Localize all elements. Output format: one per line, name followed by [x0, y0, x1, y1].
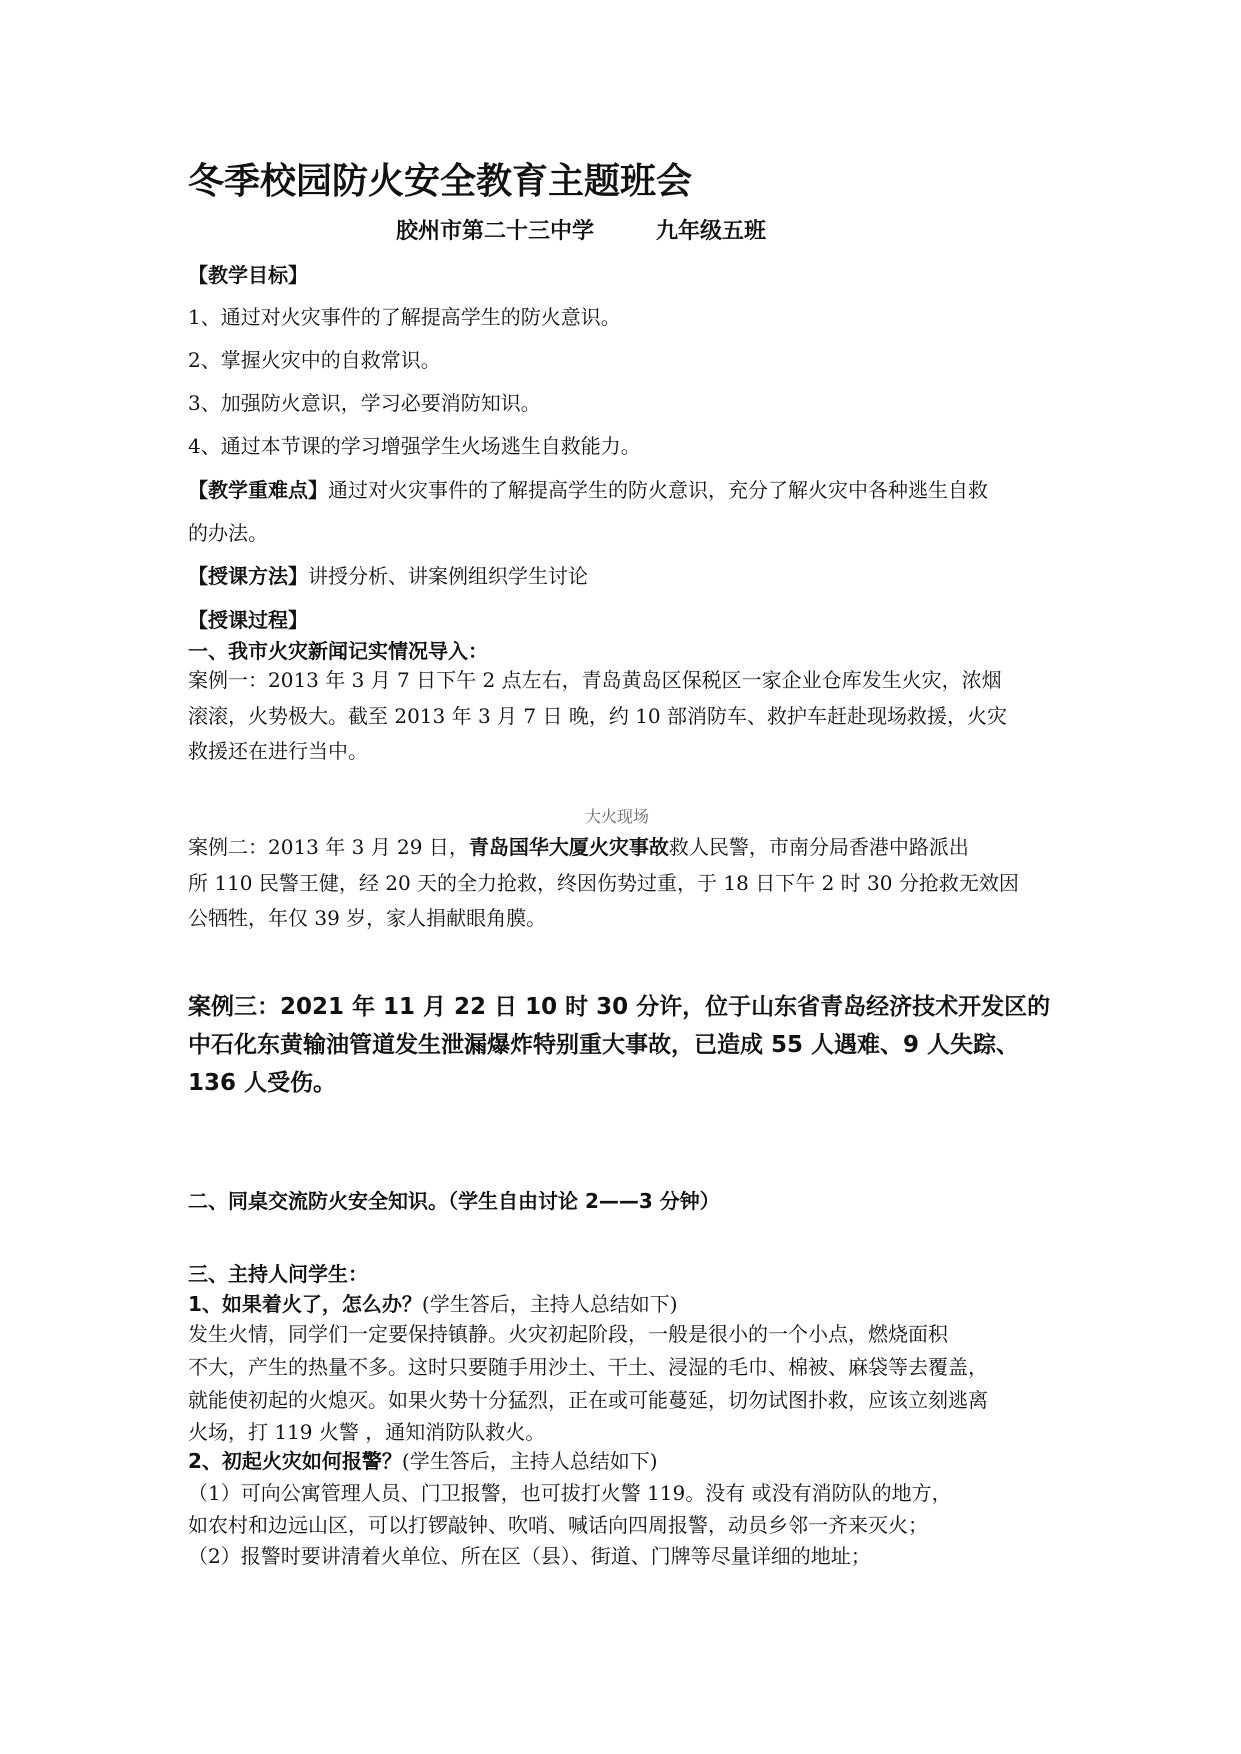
case3-line: 案例三：2021 年 11 月 22 日 10 时 30 分许，位于山东省青岛经济技术开发区的 — [188, 994, 1051, 1020]
key-points-text: 通过对火灾事件的了解提高学生的防火意识，充分了解火灾中各种逃生自救 — [328, 478, 988, 502]
case2-line: 所 110 民警王健，经 20 天的全力抢救，终因伤势过重，于 18 日下午 2 时 30 分抢救无效因 — [188, 871, 1019, 895]
document-title: 冬季校园防火安全教育主题班会 — [188, 161, 693, 202]
method-text: 讲授分析、讲案例组织学生讨论 — [308, 564, 588, 588]
section3-heading: 三、主持人问学生： — [188, 1262, 368, 1286]
document-subtitle — [396, 218, 766, 246]
case2-line: 公牺牲，年仅 39 岁，家人捐献眼角膜。 — [188, 906, 547, 930]
objectives-heading: 【教学目标】 — [188, 263, 308, 287]
case2-highlight: 青岛国华大厦火灾事故 — [468, 835, 669, 859]
answer-2-line: （2）报警时要讲清着火单位、所在区（县）、街道、门牌等尽量详细的地址； — [188, 1544, 871, 1568]
process-heading: 【授课过程】 — [188, 608, 308, 632]
answer-1-line: 发生火情，同学们一定要保持镇静。火灾初起阶段，一般是很小的一个小点，燃烧面积 — [188, 1322, 948, 1346]
case2-prefix: 案例二：2013 年 3 月 29 日， — [188, 835, 469, 859]
objective-item: 4、通过本节课的学习增强学生火场逃生自救能力。 — [188, 434, 641, 458]
objective-item: 2、掌握火灾中的自救常识。 — [188, 348, 441, 372]
key-points-heading: 【教学重难点】 — [188, 478, 328, 502]
key-points-paragraph — [188, 477, 988, 503]
image-caption: 大火现场 — [585, 807, 650, 826]
question-1-text: 1、如果着火了，怎么办？ — [188, 1292, 422, 1316]
section1-heading: 一、我市火灾新闻记实情况导入： — [188, 639, 488, 663]
question-1-note: (学生答后，主持人总结如下) — [421, 1292, 678, 1316]
objective-item: 1、通过对火灾事件的了解提高学生的防火意识。 — [188, 305, 621, 329]
key-points-text-cont: 的办法。 — [188, 521, 268, 545]
case1-line: 救援还在进行当中。 — [188, 739, 368, 763]
case3-line: 136 人受伤。 — [188, 1070, 337, 1096]
answer-1-line: 火场，打 119 火警 ，通知消防队救火。 — [188, 1420, 546, 1444]
answer-1-line: 就能使初起的火熄灭。如果火势十分猛烈，正在或可能蔓延，切勿试图扑救，应该立刻逃离 — [188, 1388, 988, 1412]
answer-1-line: 不大，产生的热量不多。这时只要随手用沙土、干土、浸湿的毛巾、棉被、麻袋等去覆盖， — [188, 1355, 988, 1379]
question-2-text: 2、初起火灾如何报警？ — [188, 1449, 402, 1473]
section2-heading: 二、同桌交流防火安全知识。（学生自由讨论 2——3 分钟） — [188, 1189, 720, 1213]
case2-suffix: 救人民警，市南分局香港中路派出 — [668, 835, 969, 859]
case1-line: 案例一：2013 年 3 月 7 日下午 2 点左右，青岛黄岛区保税区一家企业仓库发生火灾，浓烟 — [188, 668, 1002, 692]
method-heading: 【授课方法】 — [188, 564, 308, 588]
case1-line: 滚滚，火势极大。截至 2013 年 3 月 7 日 晚，约 10 部消防车、救护车赶赴现场救援，火灾 — [188, 704, 1008, 728]
case3-line: 中石化东黄输油管道发生泄漏爆炸特别重大事故，已造成 55 人遇难、9 人失踪、 — [188, 1032, 1020, 1058]
question-1 — [188, 1291, 678, 1317]
answer-2-line: 如农村和边远山区，可以打锣敲钟、吹哨、喊话向四周报警，动员乡邻一齐来灭火； — [188, 1513, 928, 1537]
question-2-note: (学生答后，主持人总结如下) — [401, 1449, 658, 1473]
school-name: 胶州市第二十三中学 — [396, 219, 595, 244]
answer-2-line: （1）可向公寓管理人员、门卫报警，也可拔打火警 119。没有 或没有消防队的地方， — [188, 1481, 952, 1505]
question-2 — [188, 1448, 658, 1474]
objective-item: 3、加强防火意识，学习必要消防知识。 — [188, 391, 541, 415]
case2-line — [188, 834, 969, 860]
class-name: 九年级五班 — [656, 219, 767, 244]
method-paragraph — [188, 563, 588, 589]
